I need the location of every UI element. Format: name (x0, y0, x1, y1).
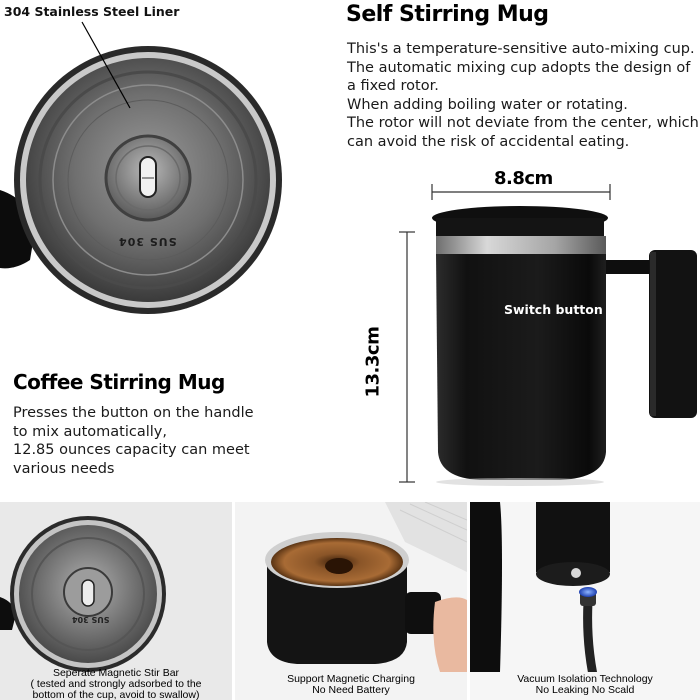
stir-bar-panel (0, 502, 232, 700)
stir-bar-image (0, 502, 232, 672)
width-dimension: 8.8cm (494, 168, 553, 189)
charging-caption: Support Magnetic Charging No Need Battery (287, 673, 415, 696)
height-dimension: 13.3cm (362, 326, 384, 398)
charger-image (470, 502, 700, 672)
stir-bar-caption: Seperate Magnetic Stir Bar ( tested and strongly adsorbed to the bottom of the cup, avoid to swallow) (30, 667, 202, 700)
liner-label: 304 Stainless Steel Liner (4, 4, 180, 19)
steel-liner-image (0, 0, 300, 330)
coffee-mug-image (235, 502, 467, 672)
switch-button-label: Switch button (504, 302, 603, 317)
liner-engraving: SUS 304 (118, 235, 177, 248)
vacuum-panel (470, 502, 700, 700)
coffee-stirring-description: Presses the button on the handle to mix automatically, 12.85 ounces capacity can meet various needs (13, 405, 254, 477)
vacuum-caption: Vacuum Isolation Technology No Leaking No Scald (517, 673, 653, 696)
stir-bar-engraving: SUS 304 (72, 615, 110, 624)
self-stirring-title: Self Stirring Mug (346, 2, 549, 27)
self-stirring-description: This's a temperature-sensitive auto-mixing cup. The automatic mixing cup adopts the design of a fixed rotor. When adding boiling water or rotating. The rotor will not deviate from the center, which can avoid the risk of accidental eating. (347, 41, 699, 150)
mug-product-image (360, 160, 700, 500)
charging-panel (235, 502, 467, 700)
coffee-stirring-title: Coffee Stirring Mug (13, 370, 225, 394)
